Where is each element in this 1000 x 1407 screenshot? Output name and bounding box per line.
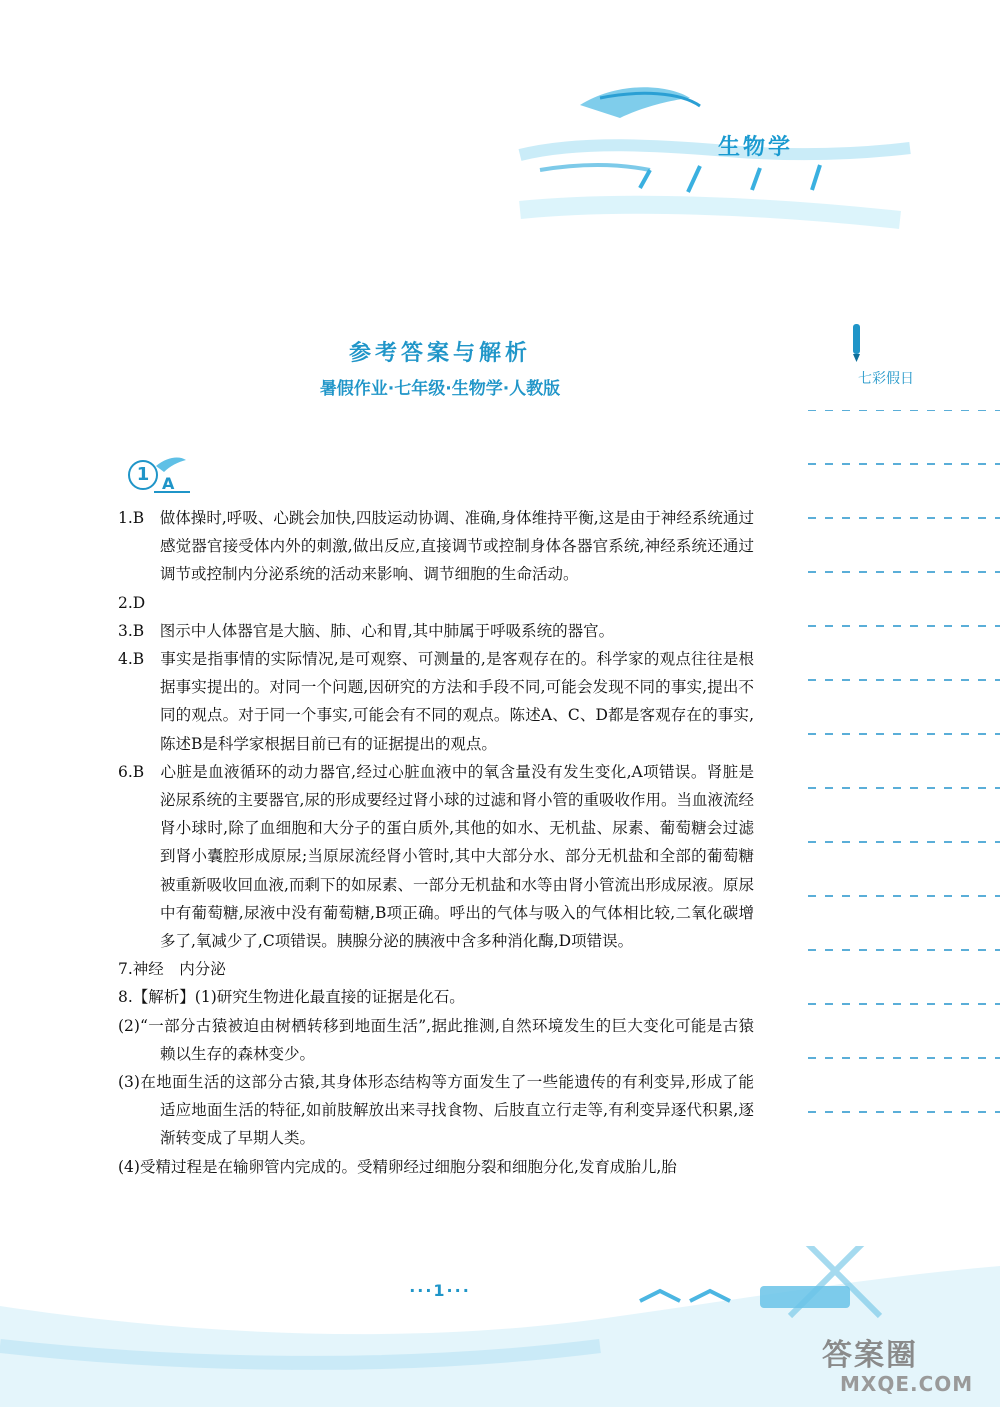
note-lines: [808, 410, 1000, 1310]
answer-content: [118, 504, 754, 1181]
answer-number: 8.: [118, 988, 133, 1007]
pen-icon: [847, 322, 867, 364]
page-number: ···1···: [409, 1281, 471, 1300]
answer-item: [118, 589, 754, 617]
answer-text: 心脏是血液循环的动力器官,经过心脏血液中的氧含量没有发生变化,A项错误。肾脏是泌尿系统的主要器官,尿的形成要经过肾小球的过滤和肾小管的重吸收作用。当血液流经肾小球时,除了血细胞和大分子的蛋白质外,其他的如水、无机盐、尿素、葡萄糖会过滤到肾小囊腔形成原尿;当原尿流经肾小管时,其中大部分水、部分无机盐和全部的葡萄糖被重新吸收回血液,而剩下的如尿素、一部分无机盐和水等由肾小管流出形成尿液。原尿中有葡萄糖,尿液中没有葡萄糖,B项正确。呼出的气体与吸入的气体相比较,二氧化碳增多了,氧减少了,C项错误。胰腺分泌的胰液中含多种消化酶,D项错误。: [160, 762, 754, 951]
answer-item: [118, 983, 754, 1011]
side-label: 七彩假日: [858, 371, 914, 387]
watermark-logo: 答案圈: [822, 1338, 918, 1373]
sub-answer: (3)在地面生活的这部分古猿,其身体形态结构等方面发生了一些能遗传的有利变异,形成了能适应地面生活的特征,如前肢解放出来寻找食物、后肢直立行走等,有利变异逐代积累,逐渐转变成了早期人类。: [118, 1073, 754, 1148]
header-subject: 生物学: [718, 135, 794, 160]
answer-item: [118, 617, 754, 645]
section-number: 1: [128, 460, 158, 490]
page-subtitle: 暑假作业·七年级·生物学·人教版: [319, 379, 561, 399]
answer-item: [118, 504, 754, 589]
page-title: 参考答案与解析: [348, 340, 531, 366]
answer-text: 事实是指事情的实际情况,是可观察、可测量的,是客观存在的。科学家的观点往往是根据事实提出的。对同一个问题,因研究的方法和手段不同,可能会发现不同的事实,提出不同的观点。对于同一个事实,可能会有不同的观点。陈述A、C、D都是客观存在的事实,陈述B是科学家根据目前已有的证据提出的观点。: [160, 650, 754, 753]
answer-text: 【解析】(1)研究生物进化最直接的证据是化石。: [132, 988, 465, 1007]
sub-answer: (2)“一部分古猿被迫由树栖转移到地面生活”,据此推测,自然环境发生的巨大变化可能是古猿赖以生存的森林变少。: [118, 1016, 754, 1063]
answer-number: 7.: [118, 960, 133, 979]
answer-number: 4.B: [118, 650, 145, 669]
answer-item: [118, 758, 754, 955]
answer-number: 1.B: [118, 509, 145, 527]
answer-text: 做体操时,呼吸、心跳会加快,四肢运动协调、准确,身体维持平衡,这是由于神经系统通过感觉器官接受体内外的刺激,做出反应,直接调节或控制身体各器官系统,神经系统还通过调节或控制内分泌系统的活动来影响、调节细胞的生命活动。: [159, 509, 754, 584]
header-decoration: [500, 70, 920, 240]
answer-number: 6.B: [118, 762, 145, 781]
answer-number: 2.D: [118, 593, 146, 612]
answer-item: [118, 955, 754, 983]
answer-number: 3.B: [118, 621, 145, 640]
answer-text: 图示中人体器官是大脑、肺、心和胃,其中肺属于呼吸系统的器官。: [159, 621, 615, 640]
sub-answer: (4)受精过程是在输卵管内完成的。受精卵经过细胞分裂和细胞分化,发育成胎儿,胎: [118, 1157, 677, 1176]
answer-item: [118, 645, 754, 758]
answer-text: 神经 内分泌: [132, 960, 226, 979]
watermark-url: MXQE.COM: [840, 1372, 974, 1396]
section-letter: A: [162, 474, 175, 493]
